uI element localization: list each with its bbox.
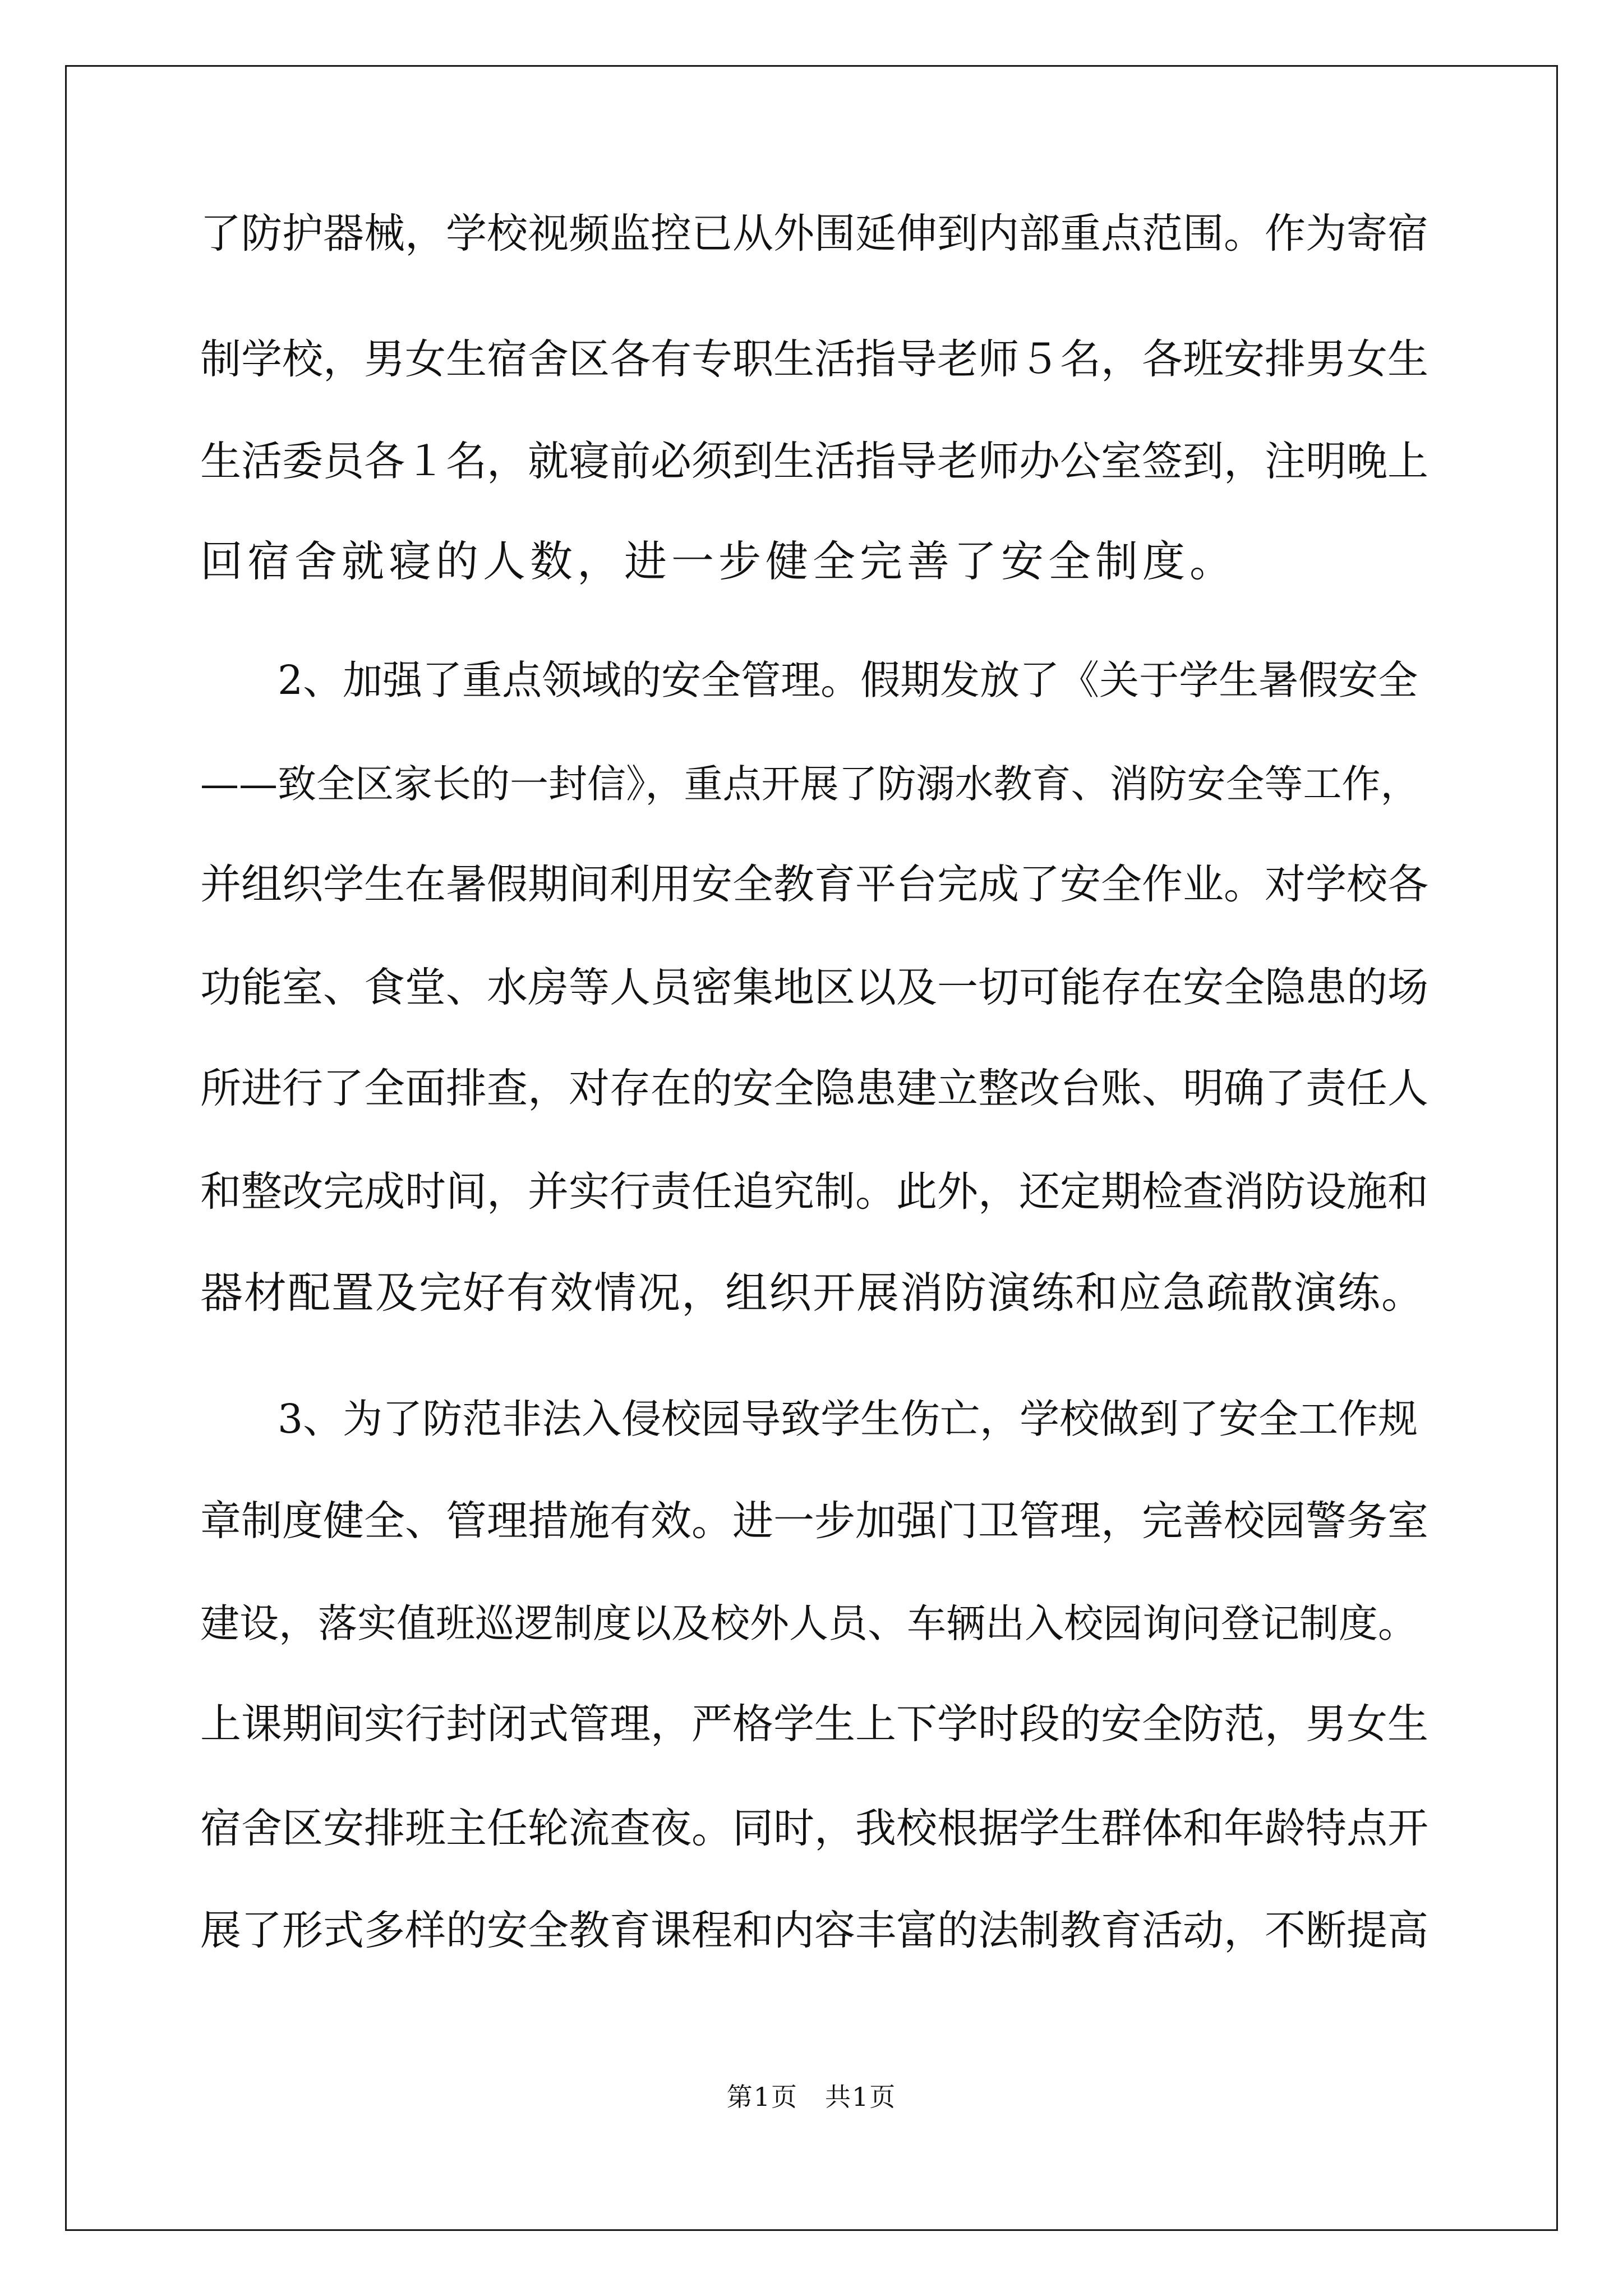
paragraph-3-line-2: 章制度健全、管理措施有效。进一步加强门卫管理，完善校园警务室: [200, 1497, 1428, 1545]
paragraph-2-line-3: 并组织学生在暑假期间利用安全教育平台完成了安全作业。对学校各: [200, 861, 1428, 908]
paragraph-2-line-2: ——致全区家长的一封信》，重点开展了防溺水教育、消防安全等工作，: [200, 762, 1419, 807]
paragraph-1-line-3: 生活委员各１名，就寝前必须到生活指导老师办公室签到，注明晚上: [200, 438, 1428, 485]
page-number-footer: 第1页 共1页: [726, 2082, 897, 2112]
paragraph-1-line-1: 了防护器械，学校视频监控已从外围延伸到内部重点范围。作为寄宿: [200, 210, 1428, 257]
paragraph-2-line-4: 功能室、食堂、水房等人员密集地区以及一切可能存在安全隐患的场: [200, 964, 1428, 1011]
paragraph-2-line-5: 所进行了全面排查，对存在的安全隐患建立整改台账、明确了责任人: [200, 1065, 1428, 1112]
paragraph-3-line-1: 3、为了防范非法入侵校园导致学生伤亡，学校做到了安全工作规: [278, 1396, 1418, 1442]
paragraph-2-line-1: 2、加强了重点领域的安全管理。假期发放了《关于学生暑假安全: [278, 657, 1418, 703]
paragraph-3-line-6: 展了形式多样的安全教育课程和内容丰富的法制教育活动，不断提高: [200, 1907, 1428, 1954]
paragraph-1-line-4: 回宿舍就寝的人数，进一步健全完善了安全制度。: [200, 536, 1237, 586]
paragraph-3-line-4: 上课期间实行封闭式管理，严格学生上下学时段的安全防范，男女生: [200, 1700, 1428, 1748]
paragraph-2-line-7: 器材配置及完好有效情况，组织开展消防演练和应急疏散演练。: [200, 1268, 1425, 1318]
paragraph-1-line-2: 制学校，男女生宿舍区各有专职生活指导老师５名，各班安排男女生: [200, 335, 1428, 383]
paragraph-2-line-6: 和整改完成时间，并实行责任追究制。此外，还定期检查消防设施和: [200, 1168, 1428, 1216]
paragraph-3-line-3: 建设，落实值班巡逻制度以及校外人员、车辆出入校园询问登记制度。: [200, 1600, 1417, 1646]
paragraph-3-line-5: 宿舍区安排班主任轮流查夜。同时，我校根据学生群体和年龄特点开: [200, 1805, 1428, 1852]
